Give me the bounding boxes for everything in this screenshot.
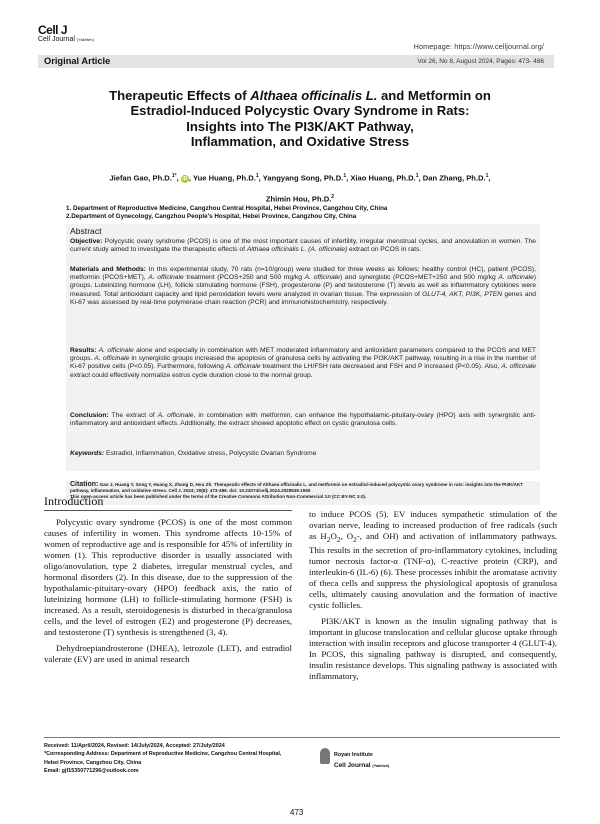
citation: Citation: Gao J, Huang Y, Song Y, Huang X, Zhang D, Hou Zh. Therapeutic effects of Althaea officinalis L. and metformin on estradiol-induced polycystic ovary syndrome in rats: insights into the PI3K/AKT pathway, inflammation, and oxidative stress. Cell J. 2024; 26(8): 473-486. doi: 10.22074/cellj.2024.2028539.1550 This open-access article has been published under the terms of the Creative Commons Attribution Non-Commercial 3.0 (CC BY-NC 3.0). (70, 481, 524, 500)
column-right (309, 509, 557, 682)
abstract-conclusion: Conclusion: The extract of A. officinale, in combination with metformin, can enhance the hypothalamic-pituitary-ovary (HPO) axis with synergistic anti-inflammatory and antioxidant effects. Additionally, the extract showed apoptotic effect on cystic granulosa cells. (70, 412, 537, 428)
royan-institute: Royan Institute (334, 752, 373, 758)
article-title: Therapeutic Effects of Althaea officinalis L. and Metformin on Estradiol-Induced Polycystic Ovary Syndrome in Rats: Insights into The PI3K/AKT Pathway, Inflammation, and Oxidative Stress (109, 88, 491, 150)
corresponding-address: *Corresponding Address: Department of Reproductive Medicine, Cangzhou Central Hospital, Hebei Province, Cangzhou City, China (44, 751, 282, 766)
affiliation: 2.Department of Gynecology, Cangzhou People's Hospital, Hebei Province, Cangzhou City, China (66, 213, 357, 220)
author[interactable]: Jiefan Gao, Ph.D. (109, 173, 172, 183)
column-left (44, 517, 292, 665)
page-number: 473 (290, 808, 304, 817)
cell-journal-mark: Cell Journal (Yakhteh) (334, 762, 390, 769)
received-dates: Received: 11/April/2024, Revised: 14/July/2024, Accepted: 27/July/2024 (44, 743, 225, 749)
royan-logo-icon (320, 748, 330, 764)
license-note: This open-access article has been published under the terms of the Creative Commons Attribution Non-Commercial 3.0 (CC BY-NC 3.0). (70, 494, 367, 500)
abstract-heading: Abstract (70, 226, 102, 236)
paragraph: to induce PCOS (5). EV induces sympathetic stimulation of the ovarian nerve, leading to increased production of free radicals (such as $H_2O_2$, $O_2-$, and OH) and activation of inflammatory pathways. This results in the secretion of pro-inflammatory cytokines, including tumor necrosis factor-α (TNF-α), C-reactive protein (CRP), and interleukin-6 (IL-6) (6). These processes inhibit the aromatase activity of theca cells and suppress the physiological apoptosis of granulosa cells, ultimately causing anovulation and the formation of inactive cystic follicles. (309, 509, 557, 610)
homepage-link[interactable]: Homepage: https://www.celljournal.org/ (413, 42, 544, 51)
email[interactable]: Email: gjf15350771296@outlook.com (44, 767, 139, 774)
affiliation: 1. Department of Reproductive Medicine, Cangzhou Central Hospital, Hebei Province, Cangzhou City, China (66, 205, 388, 212)
footnotes (44, 742, 294, 775)
abstract-keywords: Keywords: Estradiol, Inflammation, Oxidative stress, Polycystic Ovarian Syndrome (70, 450, 317, 457)
author[interactable]: Yangyang Song, Ph.D. (262, 173, 344, 183)
footer-rule (44, 737, 560, 738)
author[interactable]: Zhimin Hou, Ph.D. (265, 194, 332, 204)
species-name: Althaea officinalis L. (250, 88, 378, 103)
paragraph: Polycystic ovary syndrome (PCOS) is one of the most common causes of infertility in women. This syndrome affects 10-15% of women of reproductive age and is responsible for 45% of infertility in women (1). This reproductive disorder is usually associated with oligo/anovulation, type 2 diabetes, irregular menstrual cycles, and hormonal disorders (2). In this disease, due to the suppression of the hypothalamic-pituitary-ovary (HPO) feedback axis, the ratio of luteinizing hormone (LH) to follicle-stimulating hormone (FSH) is increased. As a result, steroidogenesis is disturbed in theca/granulosa cells, and the level of estrogen (E2) and progesterone (P) decreases, and testosterone (T) synthesis is strengthened (3, 4). (44, 517, 292, 637)
abstract-results: Results: A. officinale alone and especially in combination with MET moderated inflammatory and antioxidant parameters compared to the PCOS and MET groups. A. officinale in synergistic groups increased the apoptosis of granulosa cells by activating the PI3K/AKT pathway, resulting in a rise in the number of Ki-67 positive cells (P<0.05). Furthermore, following A. officinale treatment the LH/FSH rate decreased and FSH and P increased (P<0.05). Also, A. officinale extract could effectively normalize estrus cycle duration close to the normal group. (70, 347, 537, 379)
article-type-label: Original Article (44, 56, 111, 66)
paragraph: Dehydroepiandrosterone (DHEA), letrozole (LET), and estradiol valerate (EV) are used in animal research (44, 643, 292, 664)
orcid-icon[interactable]: iD (182, 175, 188, 182)
author[interactable]: Xiao Huang, Ph.D. (350, 173, 416, 183)
logo-sub: Cell Journal (38, 36, 75, 43)
abstract-objective: Objective: Polycystic ovary syndrome (PCOS) is one of the most important causes of infertility, irregular menstrual cycles, and anovulation in women. The current study aimed to investigate the therapeutic effects of Althaea officinalis L. (A. officinale) extract on PCOS in rats. (70, 238, 536, 254)
paragraph: PI3K/AKT is known as the insulin signaling pathway that is important in glucose translocation and cellular glucose uptake through interaction with insulin receptors and glucose transporter 4 (GLUT-4). In PCOS, this signaling pathway is disrupted, and consequently, insulin resistance develops. This signaling pathway is associated with inflammatory, (309, 615, 557, 681)
author-list: Jiefan Gao, Ph.D.$^{1*}$, iD , Yue Huang, Ph.D.$^1$, Yangyang Song, Ph.D.$^1$, Xiao Huang, Ph.D.$^1$, Dan Zhang, Ph.D.$^1$, Zhimin Hou, Ph.D.$^2$ (109, 173, 491, 204)
affiliations (66, 205, 387, 221)
author[interactable]: Dan Zhang, Ph.D. (422, 173, 486, 183)
abstract-methods: Materials and Methods: In this experimental study, 70 rats (n=10/group) were studied for three weeks as follows; healthy control (HC), patient (PCOS), metformin (PCOS+MET), A. officinale treatment (PCOS+250 and 500 mg/kg A. officinale) and synergistic (PCOS+MET+250 and 500 mg/kg A. officinale) groups. Luteinizing hormone (LH), follicle stimulating hormone (FSH), progesterone (P) and testosterone (T) levels as well as inflammatory cytokines were measured. Total antioxidant capacity and lipid peroxidation levels were analyzed in ovarian tissue. The expression of GLUT-4, AKT, PI3K, PTEN genes and Ki-67 was assessed by real-time polymerase chain reaction (PCR) and immunohistochemistry, respectively. (70, 266, 536, 306)
section-heading: Introduction (44, 494, 104, 508)
journal-logo (38, 24, 94, 43)
author[interactable]: Yue Huang, Ph.D. (192, 173, 256, 183)
section-rule (44, 510, 292, 511)
logo-main: Cell J (38, 23, 68, 37)
logo-sub-small: (Yakhteh) (76, 37, 94, 42)
volume-info: Vol 26, No 8, August 2024, Pages: 473- 486 (417, 58, 544, 65)
